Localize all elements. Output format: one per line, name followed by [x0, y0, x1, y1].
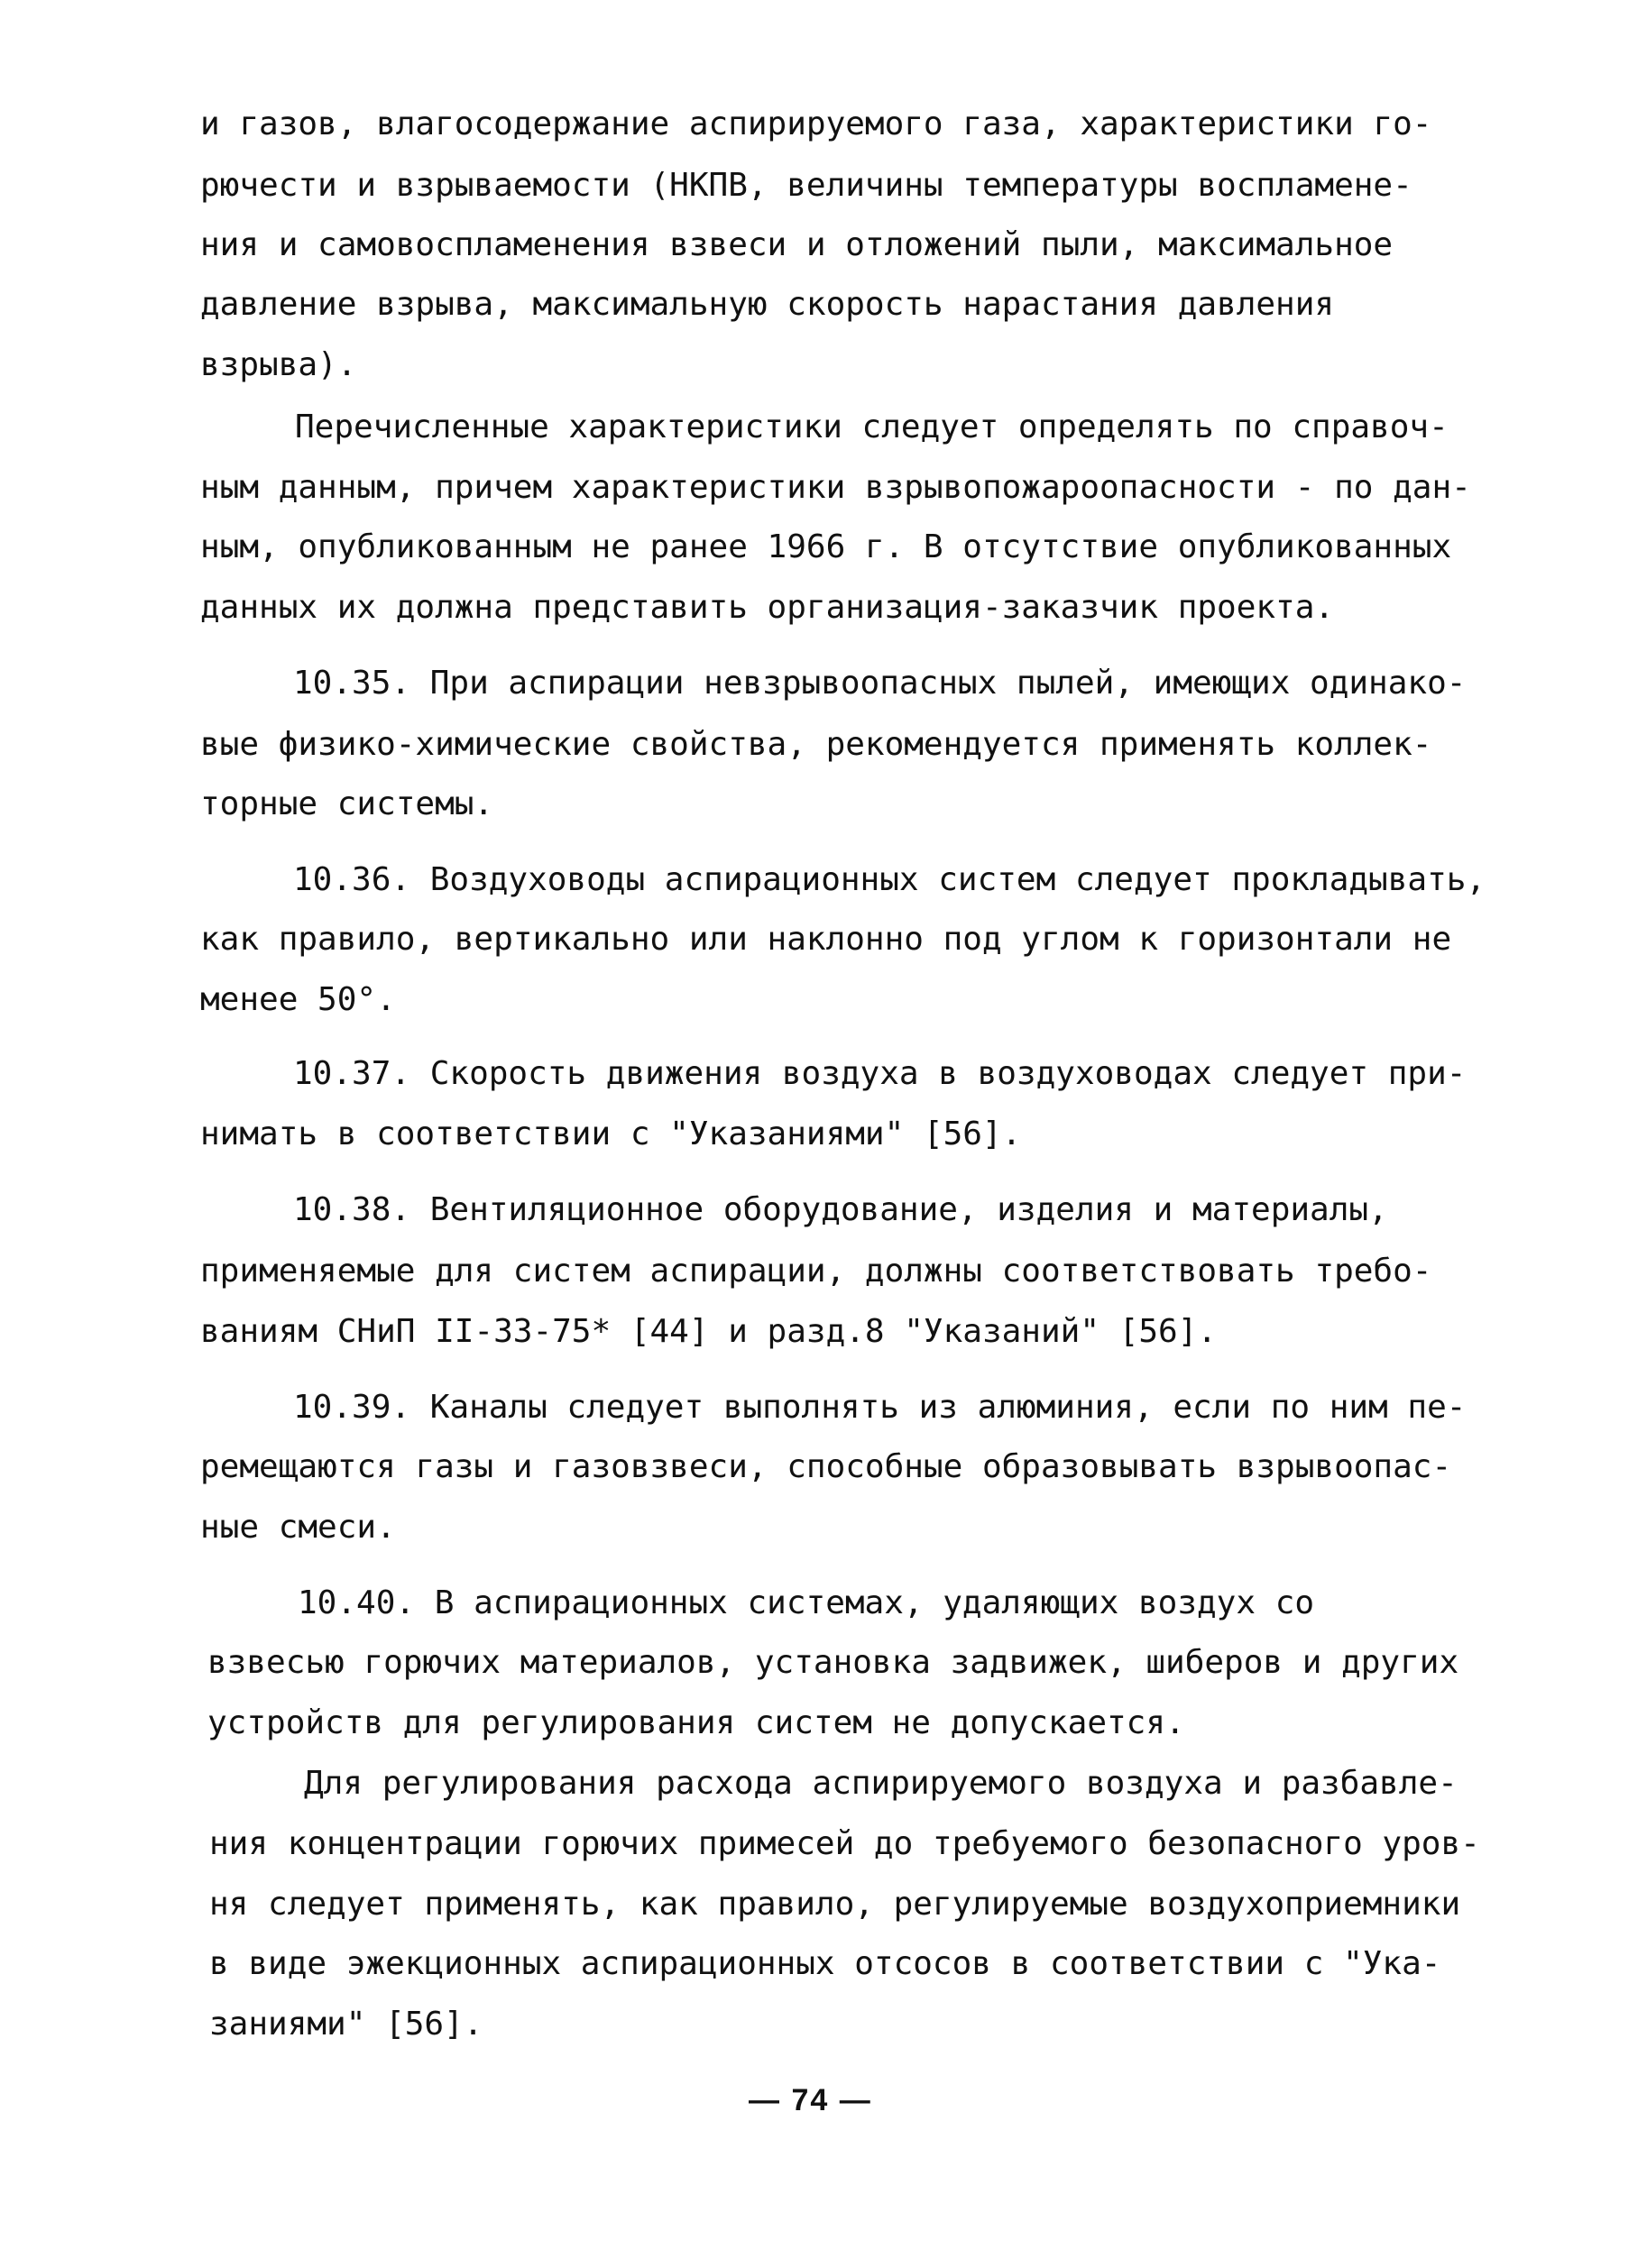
- text-line: применяемые для систем аспирации, должны соответствовать требо-: [200, 1253, 1432, 1290]
- text-line: ния концентрации горючих примесей до требуемого безопасного уров-: [209, 1825, 1480, 1862]
- text-line: вые физико-химические свойства, рекомендуется применять коллек-: [200, 726, 1432, 763]
- text-line: 10.37. Скорость движения воздуха в воздуховодах следует при-: [293, 1055, 1467, 1092]
- text-line: 10.39. Каналы следует выполнять из алюминия, если по ним пе-: [293, 1389, 1467, 1426]
- text-line: 10.40. В аспирационных системах, удаляющих воздух со: [298, 1584, 1315, 1621]
- text-line: нимать в соответствии с "Указаниями" [56].: [200, 1116, 1022, 1152]
- text-line: ные смеси.: [200, 1509, 396, 1546]
- text-line: Для регулирования расхода аспирируемого воздуха и разбавле-: [304, 1765, 1458, 1802]
- text-line: Перечисленные характеристики следует определять по справоч-: [295, 409, 1449, 445]
- text-line: ным, опубликованным не ранее 1966 г. В отсутствие опубликованных: [200, 528, 1452, 565]
- text-line: и газов, влагосодержание аспирируемого газа, характеристики го-: [200, 106, 1432, 142]
- text-line: менее 50°.: [200, 981, 396, 1018]
- text-line: 10.36. Воздуховоды аспирационных систем следует прокладывать,: [293, 861, 1486, 898]
- text-line: ния и самовоспламенения взвеси и отложений пыли, максимальное: [200, 226, 1394, 263]
- text-line: рючести и взрываемости (НКПВ, величины температуры воспламене-: [200, 167, 1412, 204]
- text-line: давление взрыва, максимальную скорость нарастания давления: [200, 286, 1335, 323]
- text-line: ня следует применять, как правило, регулируемые воздухоприемники: [209, 1886, 1461, 1923]
- text-line: ваниям СНиП II-33-75* [44] и разд.8 "Указаний" [56].: [200, 1313, 1218, 1350]
- text-line: 10.38. Вентиляционное оборудование, изделия и материалы,: [293, 1191, 1388, 1228]
- text-line: взвесью горючих материалов, установка задвижек, шиберов и других: [207, 1644, 1459, 1681]
- text-line: торные системы.: [200, 785, 494, 822]
- text-line: в виде эжекционных аспирационных отсосов в соответствии с "Ука-: [209, 1945, 1441, 1982]
- text-line: ремещаются газы и газовзвеси, способные образовывать взрывоопас-: [200, 1448, 1452, 1485]
- page-number: — 74 —: [749, 2083, 872, 2117]
- text-line: ным данным, причем характеристики взрывопожароопасности - по дан-: [200, 469, 1471, 506]
- text-line: 10.35. При аспирации невзрывоопасных пылей, имеющих одинако-: [293, 665, 1467, 702]
- text-line: заниями" [56].: [209, 2006, 483, 2043]
- text-line: взрыва).: [200, 346, 357, 383]
- text-line: как правило, вертикально или наклонно под углом к горизонтали не: [200, 921, 1452, 958]
- text-line: данных их должна представить организация-заказчик проекта.: [200, 589, 1335, 626]
- text-line: устройств для регулирования систем не допускается.: [207, 1704, 1185, 1741]
